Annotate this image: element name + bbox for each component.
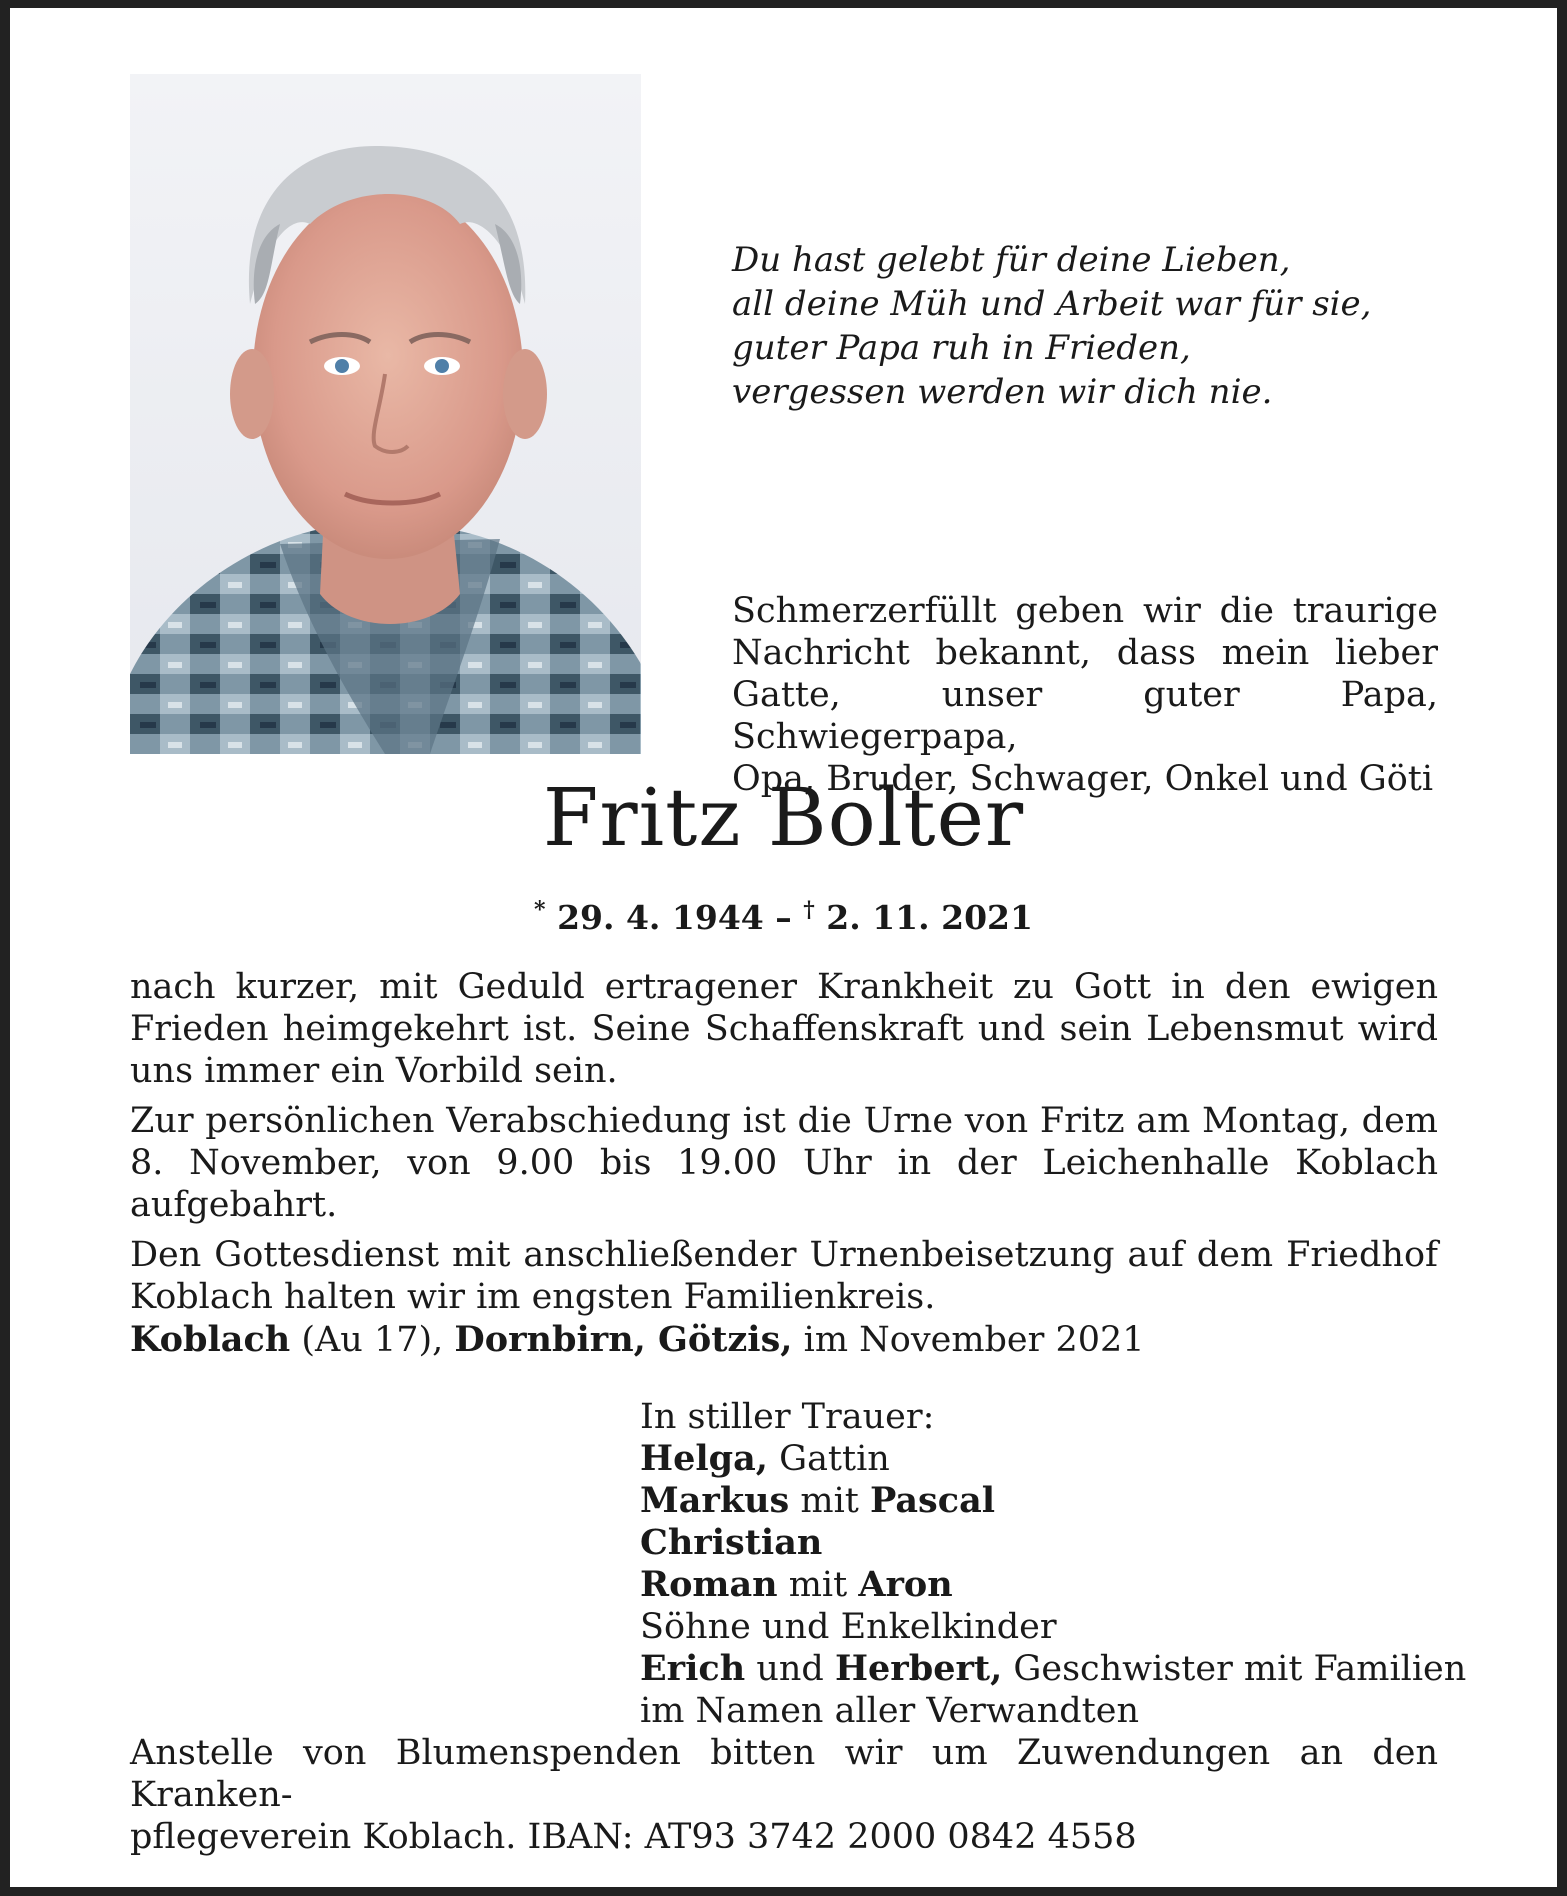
mourner-name: Helga, <box>640 1438 768 1479</box>
poem-line: Du hast gelebt für deine Lieben, <box>732 240 1291 280</box>
mourner-line: Söhne und Enkelkinder <box>640 1607 1057 1647</box>
portrait-illustration <box>130 74 641 754</box>
deceased-name: Fritz Bolter <box>542 771 1025 864</box>
mourner-line <box>640 1480 1440 1522</box>
place-date-line <box>130 1318 1438 1362</box>
poem-line: vergessen werden wir dich nie. <box>732 372 1273 412</box>
mourners-heading: In stiller Trauer: <box>640 1397 935 1437</box>
death-symbol: † <box>803 897 815 923</box>
intro-line: Gatte, unser guter Papa, Schwiegerpapa, <box>732 675 1438 757</box>
poem-line: guter Papa ruh in Frieden, <box>732 328 1191 368</box>
portrait-photo <box>130 74 641 754</box>
place-date: im November 2021 <box>803 1320 1145 1360</box>
mourner-name: Aron <box>858 1564 953 1605</box>
mourner-conjunction: mit <box>788 1565 848 1605</box>
border-right <box>1557 0 1567 1896</box>
body-paragraph: nach kurzer, mit Geduld ertragener Krankheit zu Gott in den ewigen Frieden heimgekehrt ist. Seine Schaffenskraft und sein Lebensmut wird uns immer ein Vorbild sein. <box>130 967 1438 1091</box>
obituary-body <box>130 966 1438 1326</box>
border-left <box>0 0 10 1896</box>
memorial-poem <box>732 238 1432 414</box>
donation-note <box>130 1732 1438 1858</box>
body-paragraph: Den Gottesdienst mit anschließender Urnenbeisetzung auf dem Friedhof Koblach halten wir im engsten Familienkreis. <box>130 1235 1438 1317</box>
mourners-list <box>640 1396 1467 1732</box>
mourner-line <box>640 1438 1440 1480</box>
mourner-name: Herbert, <box>834 1648 1003 1689</box>
birth-date: 29. 4. 1944 <box>557 898 764 937</box>
intro-line: Schmerzerfüllt geben wir die traurige <box>732 591 1438 631</box>
life-dates <box>0 888 1567 940</box>
mourner-line: im Namen aller Verwandten <box>640 1691 1139 1731</box>
date-separator: – <box>775 898 792 937</box>
mourner-name: Erich <box>640 1648 746 1689</box>
mourner-conjunction: mit <box>800 1481 859 1521</box>
place-towns: Dornbirn, Götzis, <box>454 1319 793 1360</box>
mourner-name: Markus <box>640 1480 790 1521</box>
mourner-role: Geschwister mit Familien <box>1013 1649 1467 1689</box>
border-bottom <box>0 1887 1567 1896</box>
death-date: 2. 11. 2021 <box>826 898 1033 937</box>
mourner-name: Pascal <box>870 1480 996 1521</box>
announcement-intro <box>732 590 1438 800</box>
mourner-line <box>640 1648 1467 1690</box>
intro-line: Opa, Bruder, Schwager, Onkel und Göti <box>732 759 1434 799</box>
donation-line: Anstelle von Blumenspenden bitten wir um Zuwendungen an den Kranken- <box>130 1733 1438 1815</box>
mourner-conjunction: und <box>756 1649 824 1689</box>
poem-line: all deine Müh und Arbeit war für sie, <box>732 284 1372 324</box>
mourner-name: Roman <box>640 1564 778 1605</box>
place-address: (Au 17), <box>301 1320 444 1360</box>
border-top <box>0 0 1567 8</box>
mourner-line <box>640 1522 1440 1564</box>
donation-line: pflegeverein Koblach. IBAN: AT93 3742 2000 0842 4558 <box>130 1817 1137 1857</box>
body-paragraph: Zur persönlichen Verabschiedung ist die Urne von Fritz am Montag, dem 8. November, von 9.00 bis 19.00 Uhr in der Leichenhalle Koblach aufgebahrt. <box>130 1101 1438 1225</box>
intro-line: Nachricht bekannt, dass mein lieber <box>732 633 1438 673</box>
place-town: Koblach <box>130 1319 291 1360</box>
mourner-name: Christian <box>640 1522 823 1563</box>
mourner-line <box>640 1564 1440 1606</box>
birth-symbol: * <box>534 897 546 923</box>
mourner-role: Gattin <box>779 1439 890 1479</box>
